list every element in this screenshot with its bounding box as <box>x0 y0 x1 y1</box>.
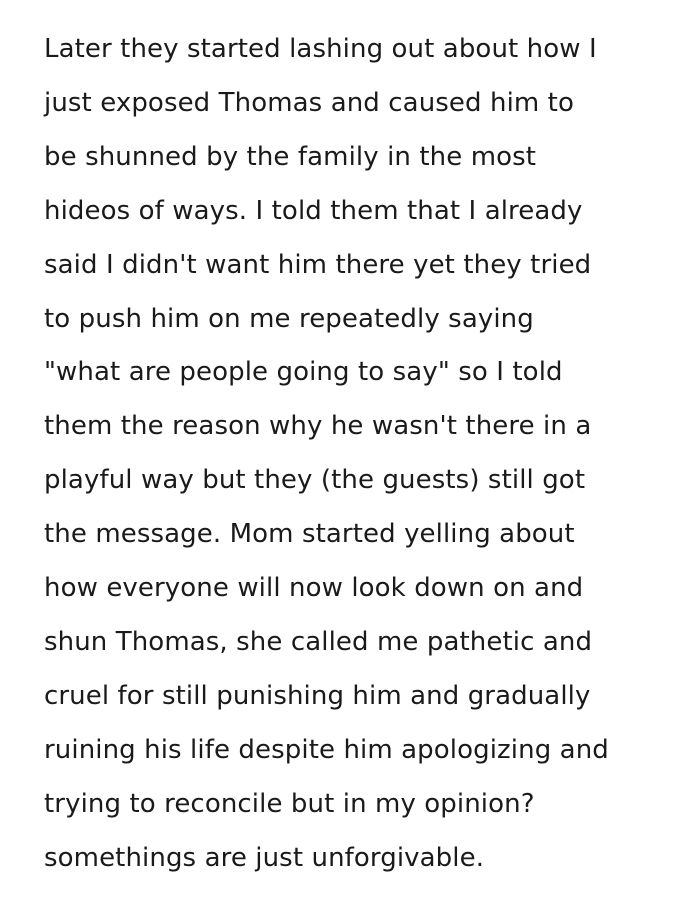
text-line: be shunned by the family in the most <box>44 141 537 172</box>
text-line: playful way but they (the guests) still got <box>44 465 586 496</box>
text-line: somethings are just unforgivable. <box>44 842 485 873</box>
text-line: ruining his life despite him apologizing and <box>44 734 609 765</box>
text-line: to push him on me repeatedly saying <box>44 303 534 334</box>
text-line: the message. Mom started yelling about <box>44 519 575 550</box>
text-line: just exposed Thomas and caused him to <box>44 87 574 118</box>
text-line: trying to reconcile but in my opinion? <box>44 788 535 819</box>
text-line: how everyone will now look down on and <box>44 573 584 604</box>
text-line: shun Thomas, she called me pathetic and <box>44 626 593 657</box>
text-line: them the reason why he wasn't there in a <box>44 411 592 442</box>
text-line: "what are people going to say" so I told <box>44 357 563 388</box>
text-line: hideos of ways. I told them that I already <box>44 195 583 226</box>
story-text <box>44 23 684 886</box>
text-line: said I didn't want him there yet they tried <box>44 249 592 280</box>
text-line: Later they started lashing out about how I <box>44 34 597 64</box>
text-line: cruel for still punishing him and gradually <box>44 680 591 711</box>
